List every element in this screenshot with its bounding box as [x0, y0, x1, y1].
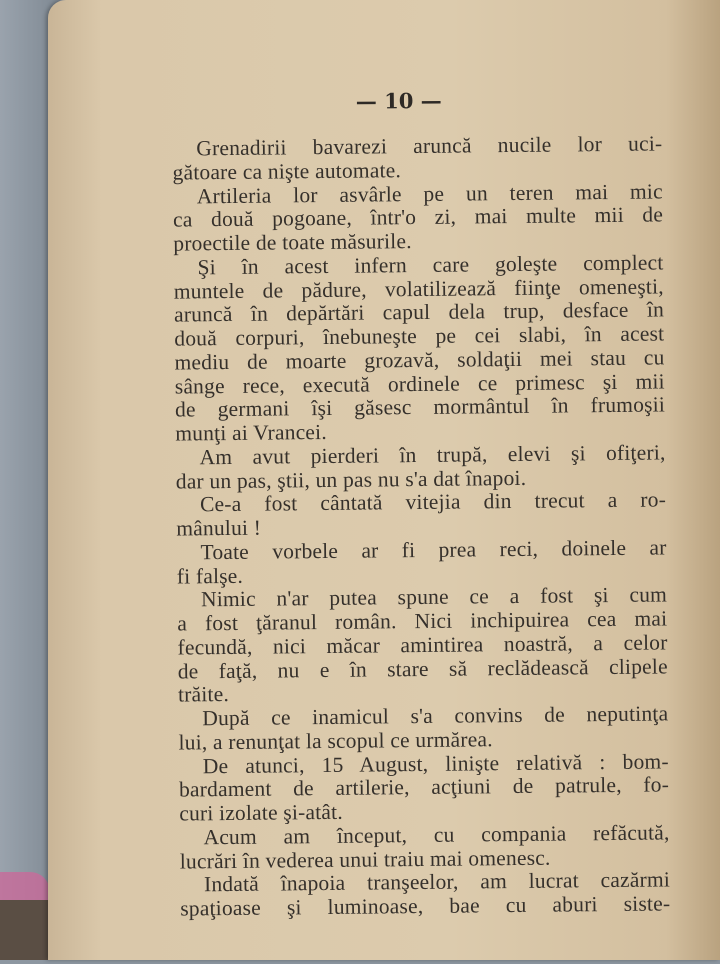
text-line: aruncă în depărtări capul dela trup, desface în [173, 297, 665, 327]
text-line: de germani îşi găsesc mormântul în frumoşii [174, 392, 666, 422]
text-line: Nimic n'ar putea spune ce a fost şi cum [200, 582, 668, 612]
text-line: De atunci, 15 August, linişte relativă : bom- [202, 748, 669, 778]
text-line: curi izolate şi-atât. [179, 799, 343, 826]
text-line: Acum am început, cu compania refăcută, [203, 820, 670, 850]
text-line: Am avut pierderi în trupă, elevi şi ofiţeri, [199, 440, 666, 470]
text-line: mediu de moarte grozavă, soldaţii mei stau cu [174, 345, 665, 375]
page-number: — 10 — [355, 87, 442, 114]
text-line: gătoare ca nişte automate. [172, 157, 402, 185]
text-line: spaţioase şi luminoase, bae cu aburi siste- [180, 891, 671, 921]
text-line: a fost ţăranul român. Nici inchipuirea cea mai [177, 606, 668, 636]
text-line: muntele de pădure, volatilizează fiinţe omeneşti, [173, 273, 664, 304]
text-line: După ce inamicul s'a convins de neputinţa [202, 701, 669, 731]
text-line: sânge rece, execută ordinele ce primesc şi mii [174, 368, 665, 399]
text-line: munţi ai Vrancei. [175, 419, 327, 446]
text-line: lui, a renunţat la scopul ce urmărea. [178, 727, 493, 755]
text-line: bardament de artilerie, acţiuni de patrule, fo- [178, 772, 670, 802]
text-line: lucrări în vederea unui traiu mai omenesc. [179, 845, 551, 874]
text-line: Ce-a fost cântată vitejia din trecut a ro- [199, 487, 667, 517]
text-line: de faţă, nu e în stare să reclădească clipele [177, 653, 668, 684]
text-line: fi falşe. [176, 563, 244, 589]
text-line: trăite. [177, 682, 230, 707]
text-line: Indată înapoia tranşeelor, am lucrat cazărmi [203, 867, 671, 897]
text-line: Şi în acest infern care goleşte complect [197, 250, 664, 280]
text-line: fecundă, nici măcar amintirea noastră, a celor [177, 630, 668, 660]
text-line: două corpuri, înebuneşte pe cei slabi, în acest [174, 321, 665, 351]
text-line: ca două pogoane, într'o zi, mai multe mii de [172, 202, 664, 232]
text-line: Toate vorbele ar fi prea reci, doinele ar [200, 535, 667, 565]
text-line: Grenadirii bavarezi aruncă nucile lor uci- [196, 131, 663, 161]
text-line: mânului ! [176, 515, 262, 541]
text-line: proectile de toate măsurile. [173, 229, 412, 256]
text-line: Artileria lor asvârle pe un teren mai mic [196, 178, 663, 208]
text-line: dar un pas, ştii, un pas nu s'a dat înapoi. [175, 465, 527, 494]
